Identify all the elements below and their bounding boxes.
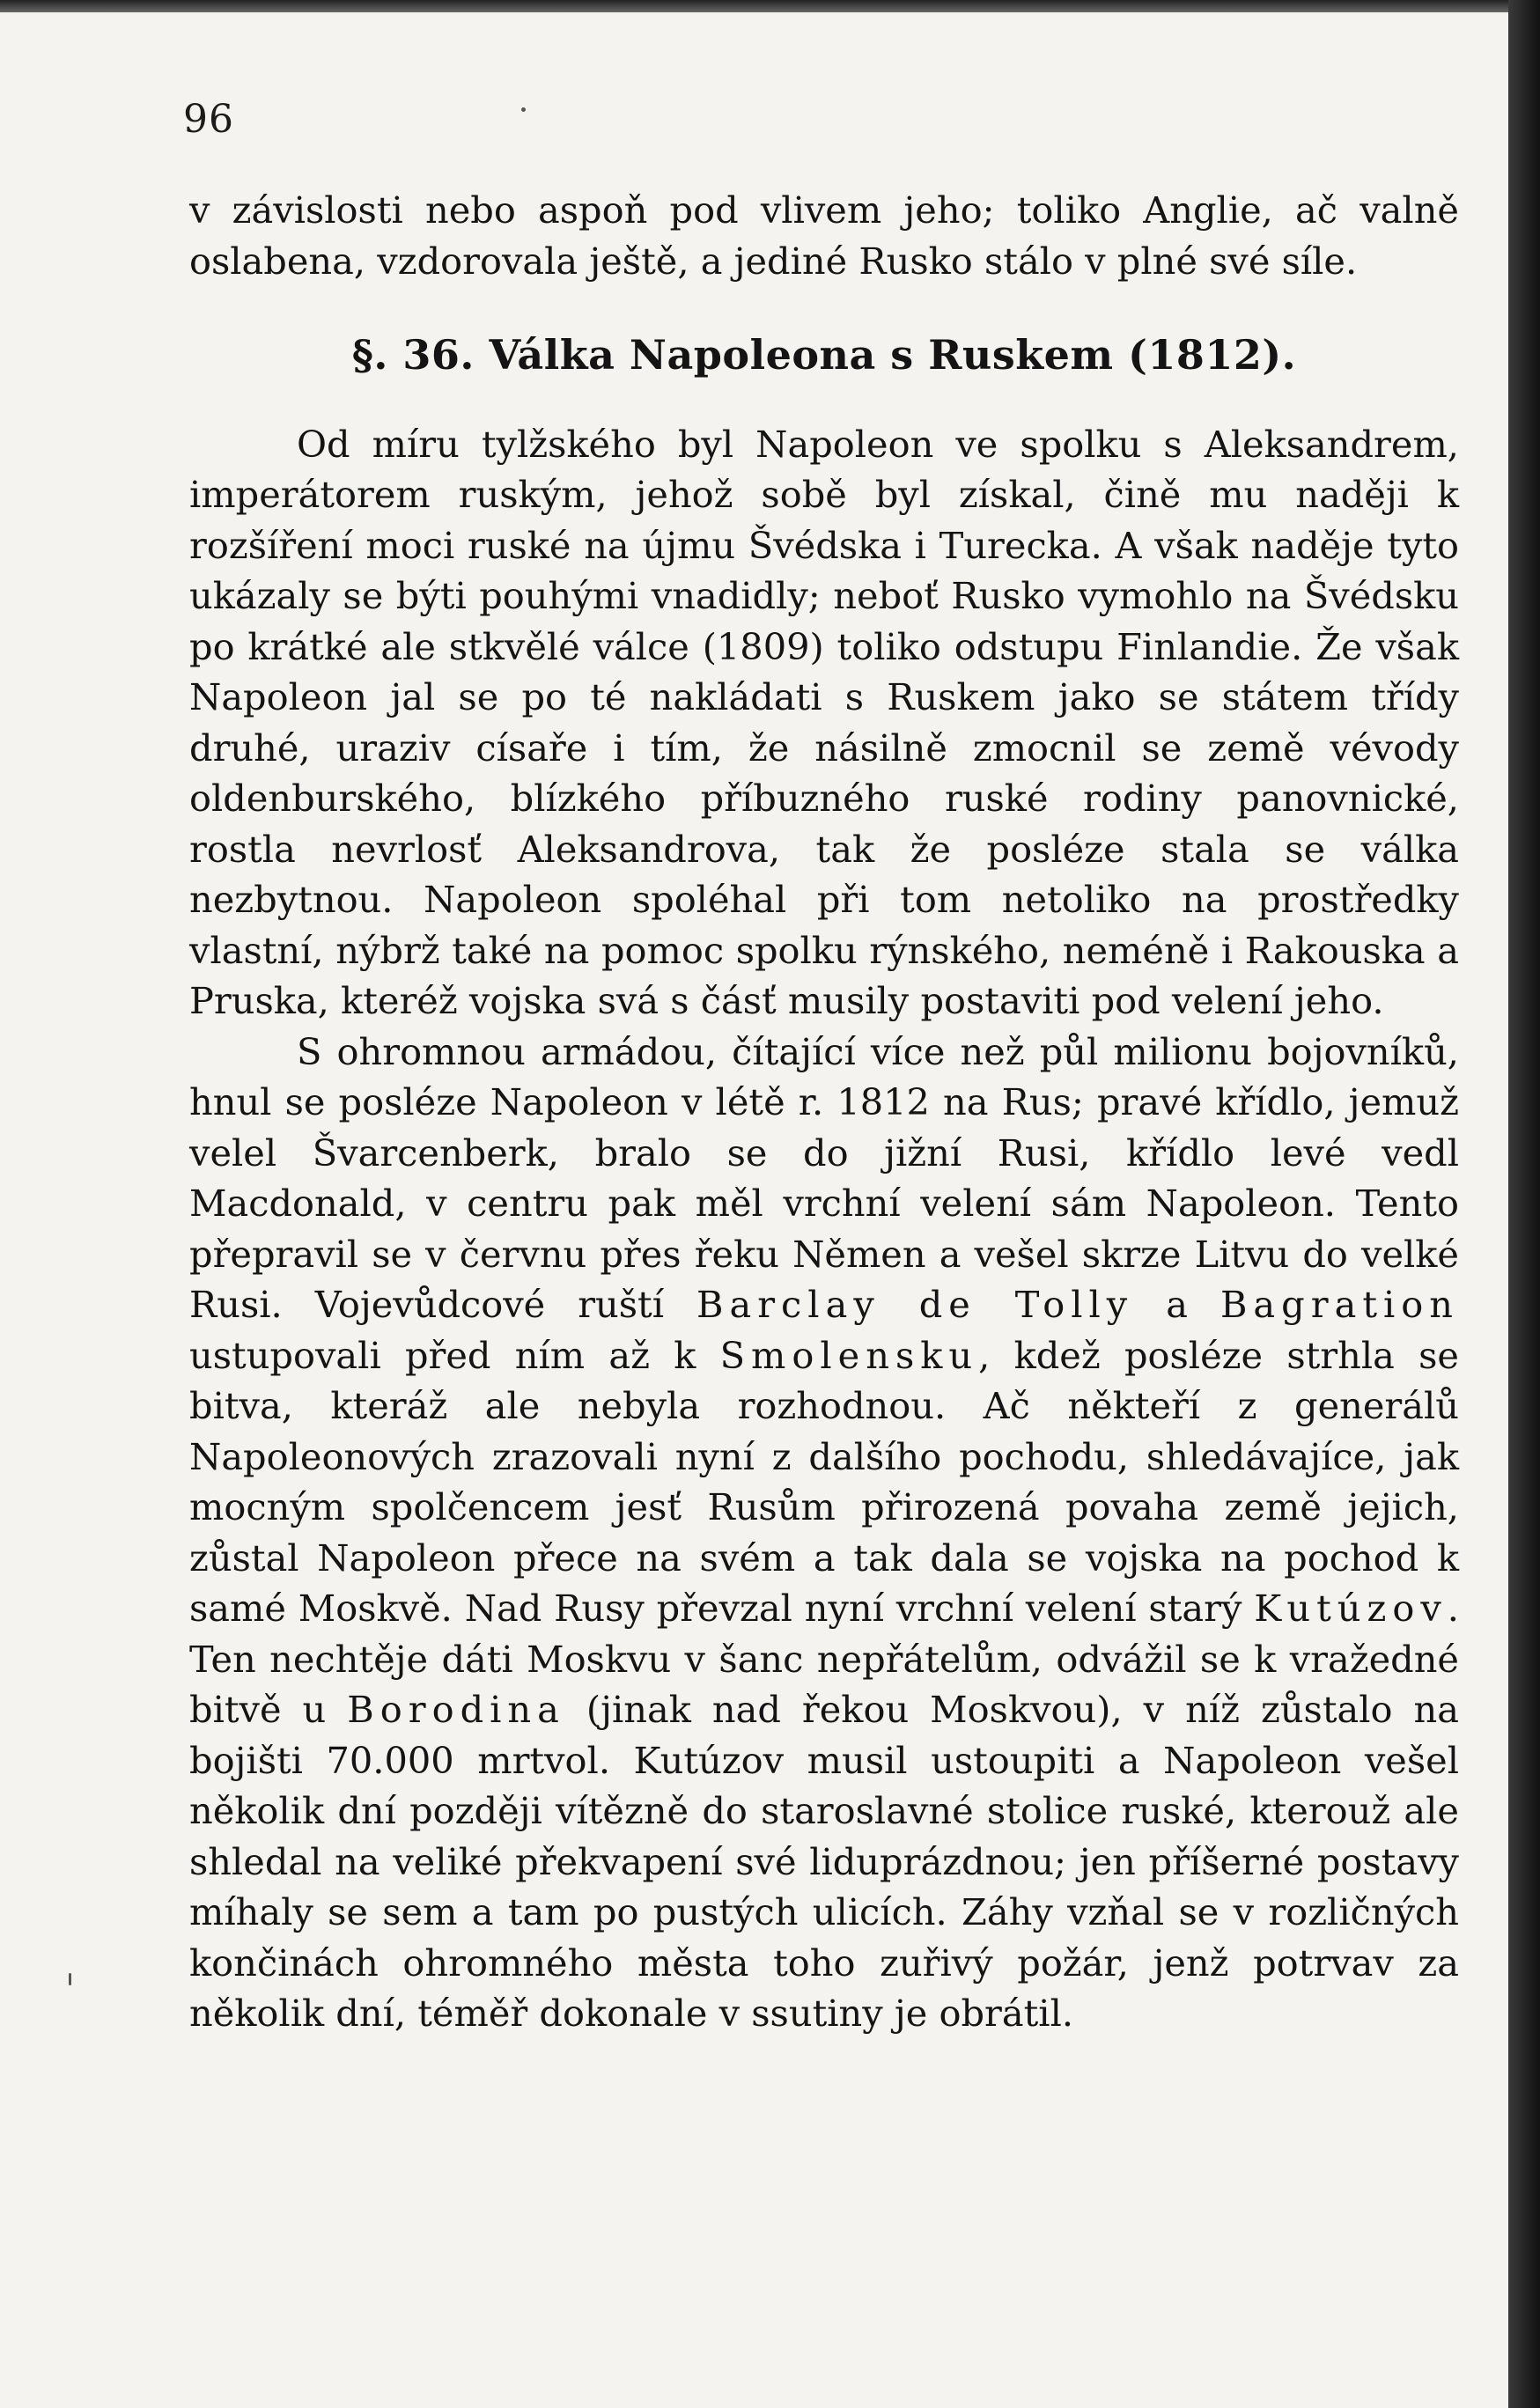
- intro-paragraph: v závislosti nebo aspoň pod vlivem jeho; toliko Anglie, ač valně oslabena, vzdorovala ještě, a jediné Rusko stálo v plné své síle.: [189, 188, 1459, 283]
- name-smolensk: Smolensku: [719, 1333, 979, 1377]
- paragraph-2-text: ustupovali před ním až k: [189, 1333, 696, 1377]
- name-borodino: Borodina: [347, 1688, 565, 1731]
- paper-speck: [521, 107, 526, 112]
- page-number: 96: [183, 97, 234, 142]
- paragraph-2-text: , kdež posléze strhla se bitva, kteráž ale nebyla rozhodnou. Ač někteří z generálů Napoleonových zrazovali nyní z dalšího pochodu, shledávajíce, jak mocným spolčencem jesť Rusům přirozená povaha země jejich, zůstal Napoleon přece na svém a tak dala se vojska na pochod k samé Moskvě. Nad Rusy převzal nyní vrchní velení starý: [189, 1333, 1459, 1630]
- paragraph-2-text: . Ten nechtěje dáti Moskvu v šanc nepřátelům, odvážil se k vražedné bitvě u: [189, 1587, 1459, 1731]
- name-bagration: Bagration: [1219, 1283, 1459, 1326]
- book-page: [0, 12, 1508, 2408]
- paragraph-2-text: S ohromnou armádou, čítající více než půl milionu bojovníků, hnul se posléze Napoleon v létě r. 1812 na Rus; pravé křídlo, jemuž velel Švarcenberk, bralo se do jižní Rusi, křídlo levé vedl Macdonald, v centru pak měl vrchní velení sám Napoleon. Tento přepravil se v červnu přes řeku Němen a vešel skrze Litvu do velké Rusi. Vojevůdcové ruští: [189, 1029, 1459, 1326]
- body-text: [189, 185, 1459, 2039]
- scan-right-edge: [1508, 0, 1540, 2408]
- name-kutuzov: Kutúzov: [1254, 1587, 1448, 1630]
- paragraph-2: [189, 1027, 1459, 2039]
- paragraph-2-text: a: [1166, 1283, 1188, 1326]
- name-barclay-de-tolly: Barclay de Tolly: [696, 1283, 1134, 1326]
- paragraph-2-text: (jinak nad řekou Moskvou), v níž zůstalo na bojišti 70.000 mrtvol. Kutúzov musil ustoupiti a Napoleon vešel několik dní později vítězně do staroslavné stolice ruské, kterouž ale shledal na veliké překvapení své liduprázdnou; jen příšerné postavy míhaly se sem a tam po pustých ulicích. Záhy vzňal se v rozličných končinách ohromného města toho zuřivý požár, jenž potrvav za několik dní, téměř dokonale v ssutiny je obrátil.: [189, 1688, 1459, 2035]
- section-heading: §. 36. Válka Napoleona s Ruskem (1812).: [351, 331, 1297, 379]
- scan-top-edge: [0, 0, 1540, 12]
- paper-speck: [69, 1973, 71, 1985]
- paragraph-1: Od míru tylžského byl Napoleon ve spolku s Aleksandrem, imperátorem ruským, jehož sobě byl získal, čině mu naději k rozšíření moci ruské na újmu Švédska i Turecka. A však naděje tyto ukázaly se býti pouhými vnadidly; neboť Rusko vymohlo na Švédsku po krátké ale stkvělé válce (1809) toliko odstupu Finlandie. Že však Napoleon jal se po té nakládati s Ruskem jako se státem třídy druhé, uraziv císaře i tím, že násilně zmocnil se země vévody oldenburského, blízkého příbuzného ruské rodiny panovnické, rostla nevrlosť Aleksandrova, tak že posléze stala se válka nezbytnou. Napoleon spoléhal při tom netoliko na prostředky vlastní, nýbrž také na pomoc spolku rýnského, neméně i Rakouska a Pruska, kteréž vojska svá s čásť musily postaviti pod velení jeho.: [189, 422, 1459, 1022]
